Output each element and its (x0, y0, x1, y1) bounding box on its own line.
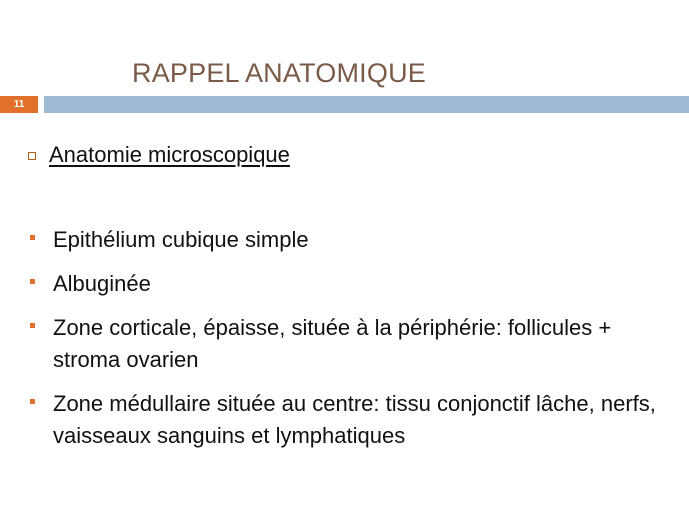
square-bullet-icon (30, 323, 35, 328)
bullet-text: Epithélium cubique simple (53, 227, 309, 252)
section-heading-row (28, 142, 290, 168)
bullet-text: Albuginée (53, 271, 151, 296)
title-underline-bar (44, 96, 689, 113)
bullet-list (30, 224, 670, 464)
bullet-item (30, 388, 670, 452)
bullet-item (30, 312, 670, 376)
slide-title: RAPPEL ANATOMIQUE (132, 58, 426, 88)
bullet-item (30, 224, 670, 256)
bullet-text: Zone médullaire située au centre: tissu conjonctif lâche, nerfs, vaisseaux sanguins et lymphatiques (53, 391, 656, 448)
square-bullet-icon (30, 279, 35, 284)
bullet-item (30, 268, 670, 300)
page-number-badge: 11 (0, 96, 38, 113)
checkbox-icon (28, 152, 36, 160)
square-bullet-icon (30, 399, 35, 404)
section-heading: Anatomie microscopique (49, 142, 290, 167)
bullet-text: Zone corticale, épaisse, située à la périphérie: follicules + stroma ovarien (53, 315, 612, 372)
square-bullet-icon (30, 235, 35, 240)
